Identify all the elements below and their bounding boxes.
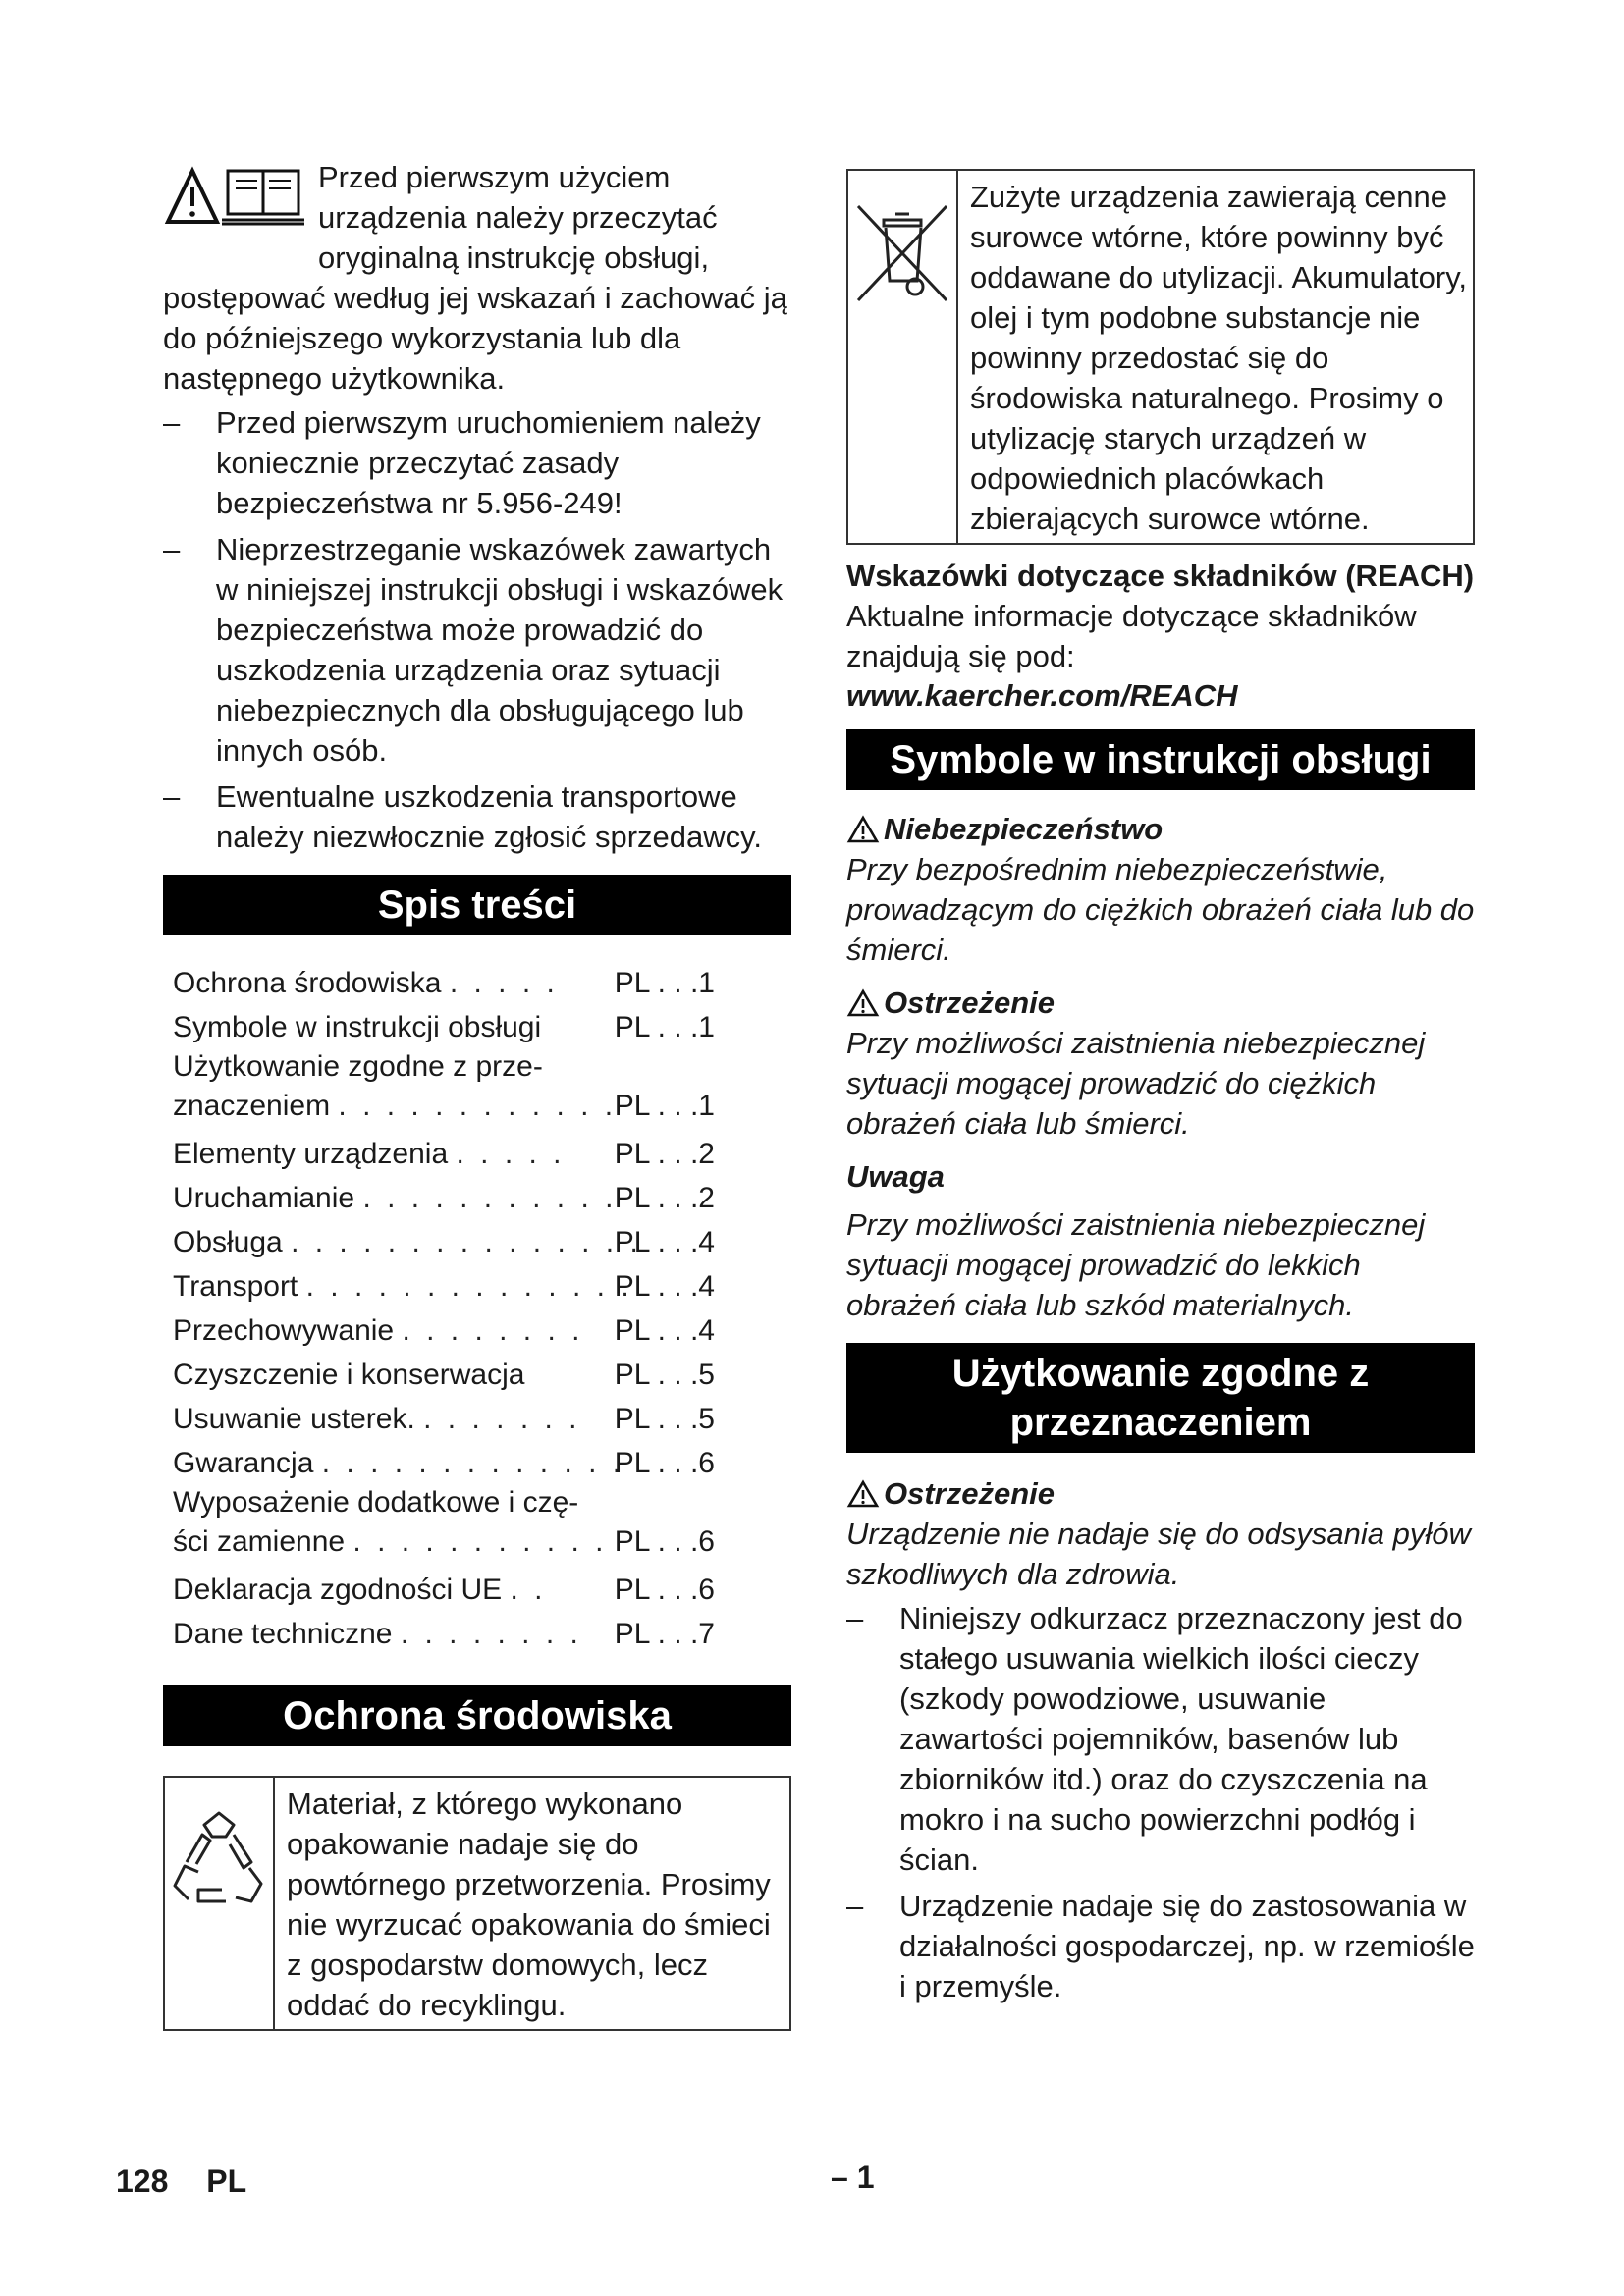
intro-section <box>163 157 791 399</box>
intended-use-heading: Użytkowanie zgodne z przeznaczeniem <box>846 1343 1475 1453</box>
toc-entry[interactable]: Dane techniczne . . . . . . . . PL . . .7 <box>173 1618 715 1650</box>
danger-text: Przy bezpośrednim niebezpieczeństwie, prowadzącym do ciężkich obrażeń ciała lub do śmierci. <box>846 852 1475 967</box>
left-column <box>163 157 791 2031</box>
intended-warning-text: Urządzenie nie nadaje się do odsysania pyłów szkodliwych dla zdrowia. <box>846 1517 1471 1591</box>
toc-entry[interactable]: Obsługa . . . . . . . . . . . . . . . PL . . .4 <box>173 1226 715 1258</box>
warning-triangle-icon <box>846 1479 880 1509</box>
toc-entry[interactable]: Deklaracja zgodności UE . . PL . . .6 <box>173 1574 715 1606</box>
right-column <box>846 169 1475 2012</box>
warning-title: Ostrzeżenie <box>846 984 1475 1023</box>
toc-entry[interactable]: Elementy urządzenia . . . . . PL . . .2 <box>173 1138 715 1170</box>
intended-use-item: – Urządzenie nadaje się do zastosowania w działalności gospodarczej, np. w rzemiośle i przemyśle. <box>846 1889 1475 2003</box>
toc-entry[interactable]: Uruchamianie . . . . . . . . . . . PL . . .2 <box>173 1182 715 1214</box>
section-page-number: – 1 <box>831 2160 875 2195</box>
symbols-heading: Symbole w instrukcji obsługi <box>846 729 1475 790</box>
language-code: PL <box>206 2163 247 2199</box>
intended-warning-title: Ostrzeżenie <box>846 1474 1475 1514</box>
disposal-text: Zużyte urządzenia zawierają cenne surowce wtórne, które powinny być oddawane do utylizacji. Akumulatory, olej i tym podobne substancje nie powinny przedostać się do środowiska naturalnego. Prosimy o utylizację starych urządzeń w odpowiednich placówkach zbierających surowce wtórne. <box>970 180 1468 536</box>
environment-heading: Ochrona środowiska <box>163 1685 791 1746</box>
page-number: 128 <box>116 2163 169 2199</box>
crossed-bin-icon <box>848 171 958 543</box>
reach-link[interactable]: www.kaercher.com/REACH <box>846 678 1238 713</box>
intro-item: – Nieprzestrzeganie wskazówek zawartych w niniejszej instrukcji obsługi i wskazówek bezpieczeństwa może prowadzić do uszkodzenia urządzenia oraz sytuacji niebezpiecznych dla obsługującego lub innych osób. <box>163 532 784 768</box>
table-of-contents <box>173 961 791 1656</box>
toc-entry[interactable]: Usuwanie usterek. . . . . . . . PL . . .5 <box>173 1403 715 1435</box>
toc-entry[interactable]: Symbole w instrukcji obsługi PL . . .1 <box>173 1011 715 1043</box>
reach-section <box>846 557 1475 716</box>
warning-triangle-icon <box>846 815 880 844</box>
toc-entry[interactable]: Gwarancja . . . . . . . . . . . . . PL . . .6 <box>173 1447 715 1479</box>
page-footer-left <box>116 2163 246 2200</box>
intended-use-item: – Niniejszy odkurzacz przeznaczony jest do stałego usuwania wielkich ilości cieczy (szkody powodziowe, usuwanie zawartości pojemników, basenów lub zbiorników itd.) oraz do czyszczenia na mokro i na sucho powierzchni podłóg i ścian. <box>846 1601 1463 1877</box>
intro-item: – Przed pierwszym uruchomieniem należy koniecznie przeczytać zasady bezpieczeństwa nr 5.956-249! <box>163 405 761 520</box>
reach-text: Aktualne informacje dotyczące składników znajdują się pod: <box>846 599 1417 673</box>
packaging-text: Materiał, z którego wykonano opakowanie nadaje się do powtórnego przetworzenia. Prosimy nie wyrzucać opakowania do śmieci z gospodarstw domowych, lecz oddać do recyklingu. <box>287 1787 771 2022</box>
toc-entry[interactable]: Ochrona środowiska . . . . . PL . . .1 <box>173 967 715 999</box>
toc-entry[interactable]: Użytkowanie zgodne z prze- znaczeniem . . . . . . . . . . . . PL . . .1 <box>173 1050 715 1122</box>
warning-text: Przy możliwości zaistnienia niebezpiecznej sytuacji mogącej prowadzić do ciężkich obrażeń ciała lub śmierci. <box>846 1026 1426 1141</box>
caution-title: Uwaga <box>846 1159 945 1194</box>
toc-entry[interactable]: Czyszczenie i konserwacja PL . . .5 <box>173 1359 715 1391</box>
disposal-box <box>846 169 1475 545</box>
toc-entry[interactable]: Transport . . . . . . . . . . . . . . PL . . .4 <box>173 1270 715 1303</box>
caution-text: Przy możliwości zaistnienia niebezpiecznej sytuacji mogącej prowadzić do lekkich obrażeń ciała lub szkód materialnych. <box>846 1207 1426 1322</box>
intro-item: – Ewentualne uszkodzenia transportowe należy niezwłocznie zgłosić sprzedawcy. <box>163 779 762 854</box>
packaging-box <box>163 1776 791 2031</box>
warning-manual-icon <box>163 163 310 241</box>
toc-entry[interactable]: Wyposażenie dodatkowe i czę- ści zamienne . . . . . . . . . . . PL . . .6 <box>173 1486 715 1558</box>
reach-heading: Wskazówki dotyczące składników (REACH) <box>846 559 1475 593</box>
danger-title: Niebezpieczeństwo <box>846 810 1475 849</box>
toc-heading: Spis treści <box>163 875 791 935</box>
toc-entry[interactable]: Przechowywanie . . . . . . . . PL . . .4 <box>173 1314 715 1347</box>
warning-triangle-icon <box>846 988 880 1018</box>
intro-text: Przed pierwszym użyciem urządzenia należy przeczytać oryginalną instrukcję obsługi, postępować według jej wskazań i zachować ją do późniejszego wykorzystania lub dla następnego użytkownika. <box>163 160 787 396</box>
recycle-icon <box>165 1778 275 2029</box>
